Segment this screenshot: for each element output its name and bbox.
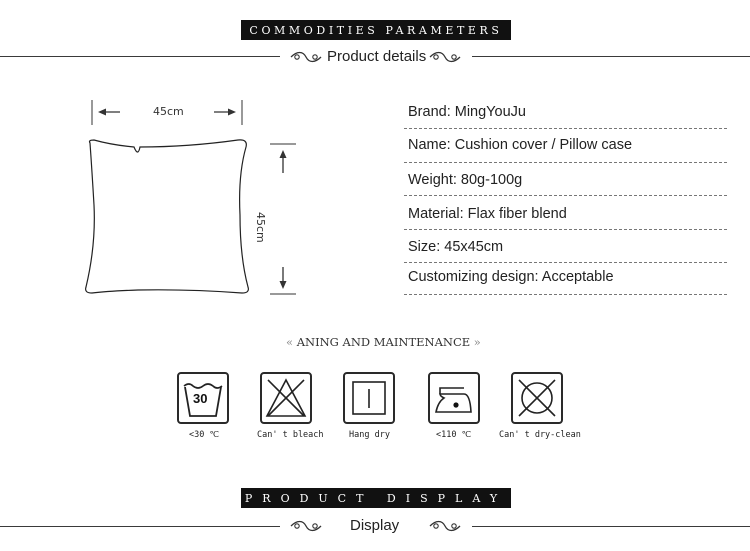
no-bleach-icon — [260, 372, 312, 424]
hang-dry-icon — [343, 372, 395, 424]
spec-size: Size: 45x45cm — [408, 239, 504, 255]
care-label-iron: <110 ℃ — [436, 430, 472, 440]
wash-temperature-badge: 30 — [193, 391, 208, 406]
spec-name: Name: Cushion cover / Pillow case — [408, 137, 633, 153]
chevron-right-icon: » — [473, 335, 481, 349]
iron-icon — [428, 372, 480, 424]
spec-divider — [404, 128, 727, 129]
spec-divider — [404, 294, 727, 295]
flourish-left-icon — [289, 50, 323, 64]
care-title-text: ANING AND MAINTENANCE — [296, 335, 471, 349]
no-dry-clean-icon — [511, 372, 563, 424]
care-title — [286, 335, 481, 349]
flourish-right-icon — [428, 50, 462, 64]
divider-right — [472, 526, 750, 527]
flourish-left-icon — [289, 519, 323, 533]
spec-divider — [404, 195, 727, 196]
spec-weight: Weight: 80g-100g — [408, 172, 523, 188]
divider-left — [0, 526, 280, 527]
care-label-dry-clean: Can' t dry-clean — [499, 430, 581, 440]
wash-30-icon — [177, 372, 229, 424]
spec-brand: Brand: MingYouJu — [408, 104, 526, 120]
height-label: 45cm — [254, 212, 267, 243]
care-label-wash: <30 ℃ — [189, 430, 220, 440]
width-label: 45cm — [153, 105, 184, 118]
product-display-banner: PRODUCT DISPLAY — [241, 488, 511, 508]
care-label-hang-dry: Hang dry — [349, 430, 390, 440]
divider-left — [0, 56, 280, 57]
product-details-title: Product details — [327, 48, 427, 65]
care-label-bleach: Can' t bleach — [257, 430, 324, 440]
spec-material: Material: Flax fiber blend — [408, 206, 567, 222]
divider-right — [472, 56, 750, 57]
commodities-parameters-banner: COMMODITIES PARAMETERS — [241, 20, 511, 40]
display-title: Display — [350, 517, 400, 534]
spec-divider — [404, 229, 727, 230]
spec-divider — [404, 162, 727, 163]
chevron-left-icon: « — [286, 335, 294, 349]
spec-divider — [404, 262, 727, 263]
spec-customizing: Customizing design: Acceptable — [408, 269, 614, 285]
flourish-right-icon — [428, 519, 462, 533]
pillow-dimension-diagram — [78, 95, 308, 305]
